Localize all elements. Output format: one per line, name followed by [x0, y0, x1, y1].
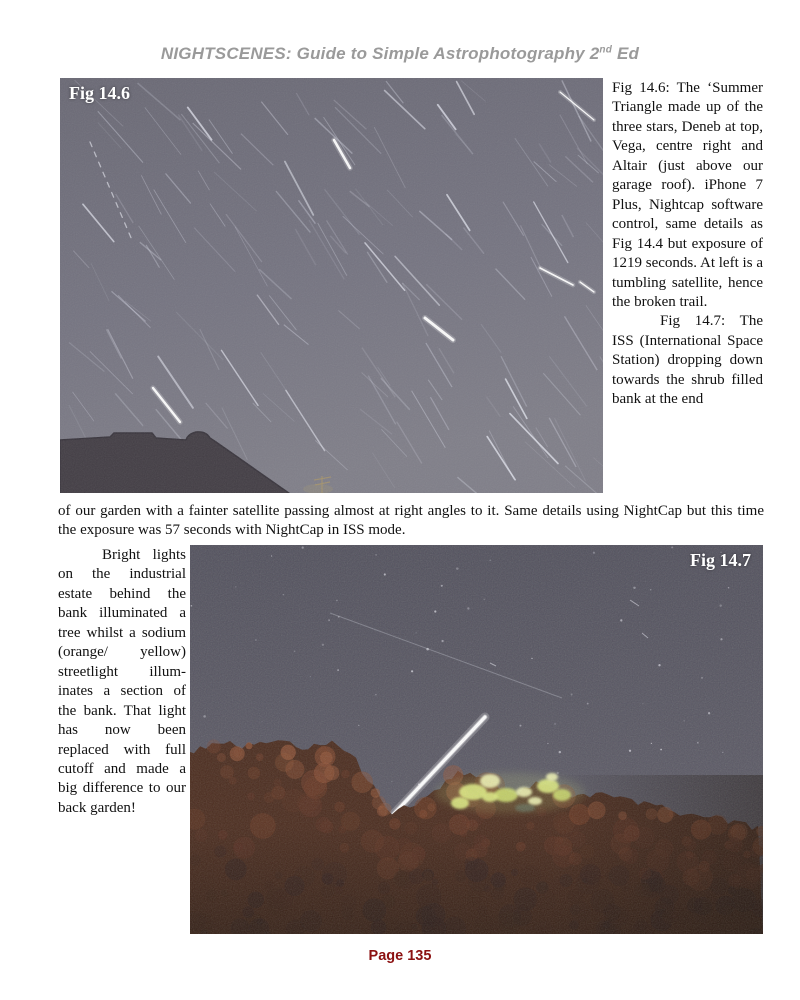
page-header-title: [0, 44, 800, 64]
figure-14-7-photo: [190, 545, 763, 934]
figure-14-6-photo: [60, 78, 603, 493]
figure-14-7: [190, 545, 763, 934]
continuation-paragraph-wrap: [58, 502, 764, 541]
header-title-tail: Ed: [612, 44, 640, 63]
header-title-superscript: nd: [599, 44, 613, 56]
header-title-text: NIGHTSCENES: Guide to Simple Astrophotography 2: [160, 44, 600, 63]
caption-paragraph-fig147: Fig 14.7: The ISS (International Space Station) dropping down towards the shrub filled bank at the end: [612, 313, 763, 408]
figure-14-7-label: Fig 14.7: [690, 550, 751, 570]
figure-14-6: [60, 78, 603, 493]
caption-paragraph-fig146: Fig 14.6: The ‘Summer Triangle made up of the three stars, Deneb at top, Vega, centre right and Altair (just above our garage roof). iPhone 7 Plus, Nightcap software control, same details as Fig 14.4 but exposure of 1219 seconds. At left is a tumbling satellite, hence the broken trail.: [612, 80, 763, 310]
continuation-paragraph: of our garden with a fainter satellite passing almost at right angles to it. Same details using NightCap but this time the exposure was 57 seconds with NightCap in ISS mode.: [58, 503, 764, 539]
body-column-left: [58, 546, 186, 818]
caption-column-right: [612, 79, 763, 410]
page-number: Page 135: [368, 948, 432, 964]
figure-14-6-label: Fig 14.6: [69, 83, 130, 103]
left-column-paragraph: Bright lights on the industrial estate behind the bank illuminated a tree whilst a sodium (orange/ yellow) streetlight illum-inates a section of the bank. That light has now been replaced with full cutoff and made a big difference to our back garden!: [58, 547, 186, 816]
